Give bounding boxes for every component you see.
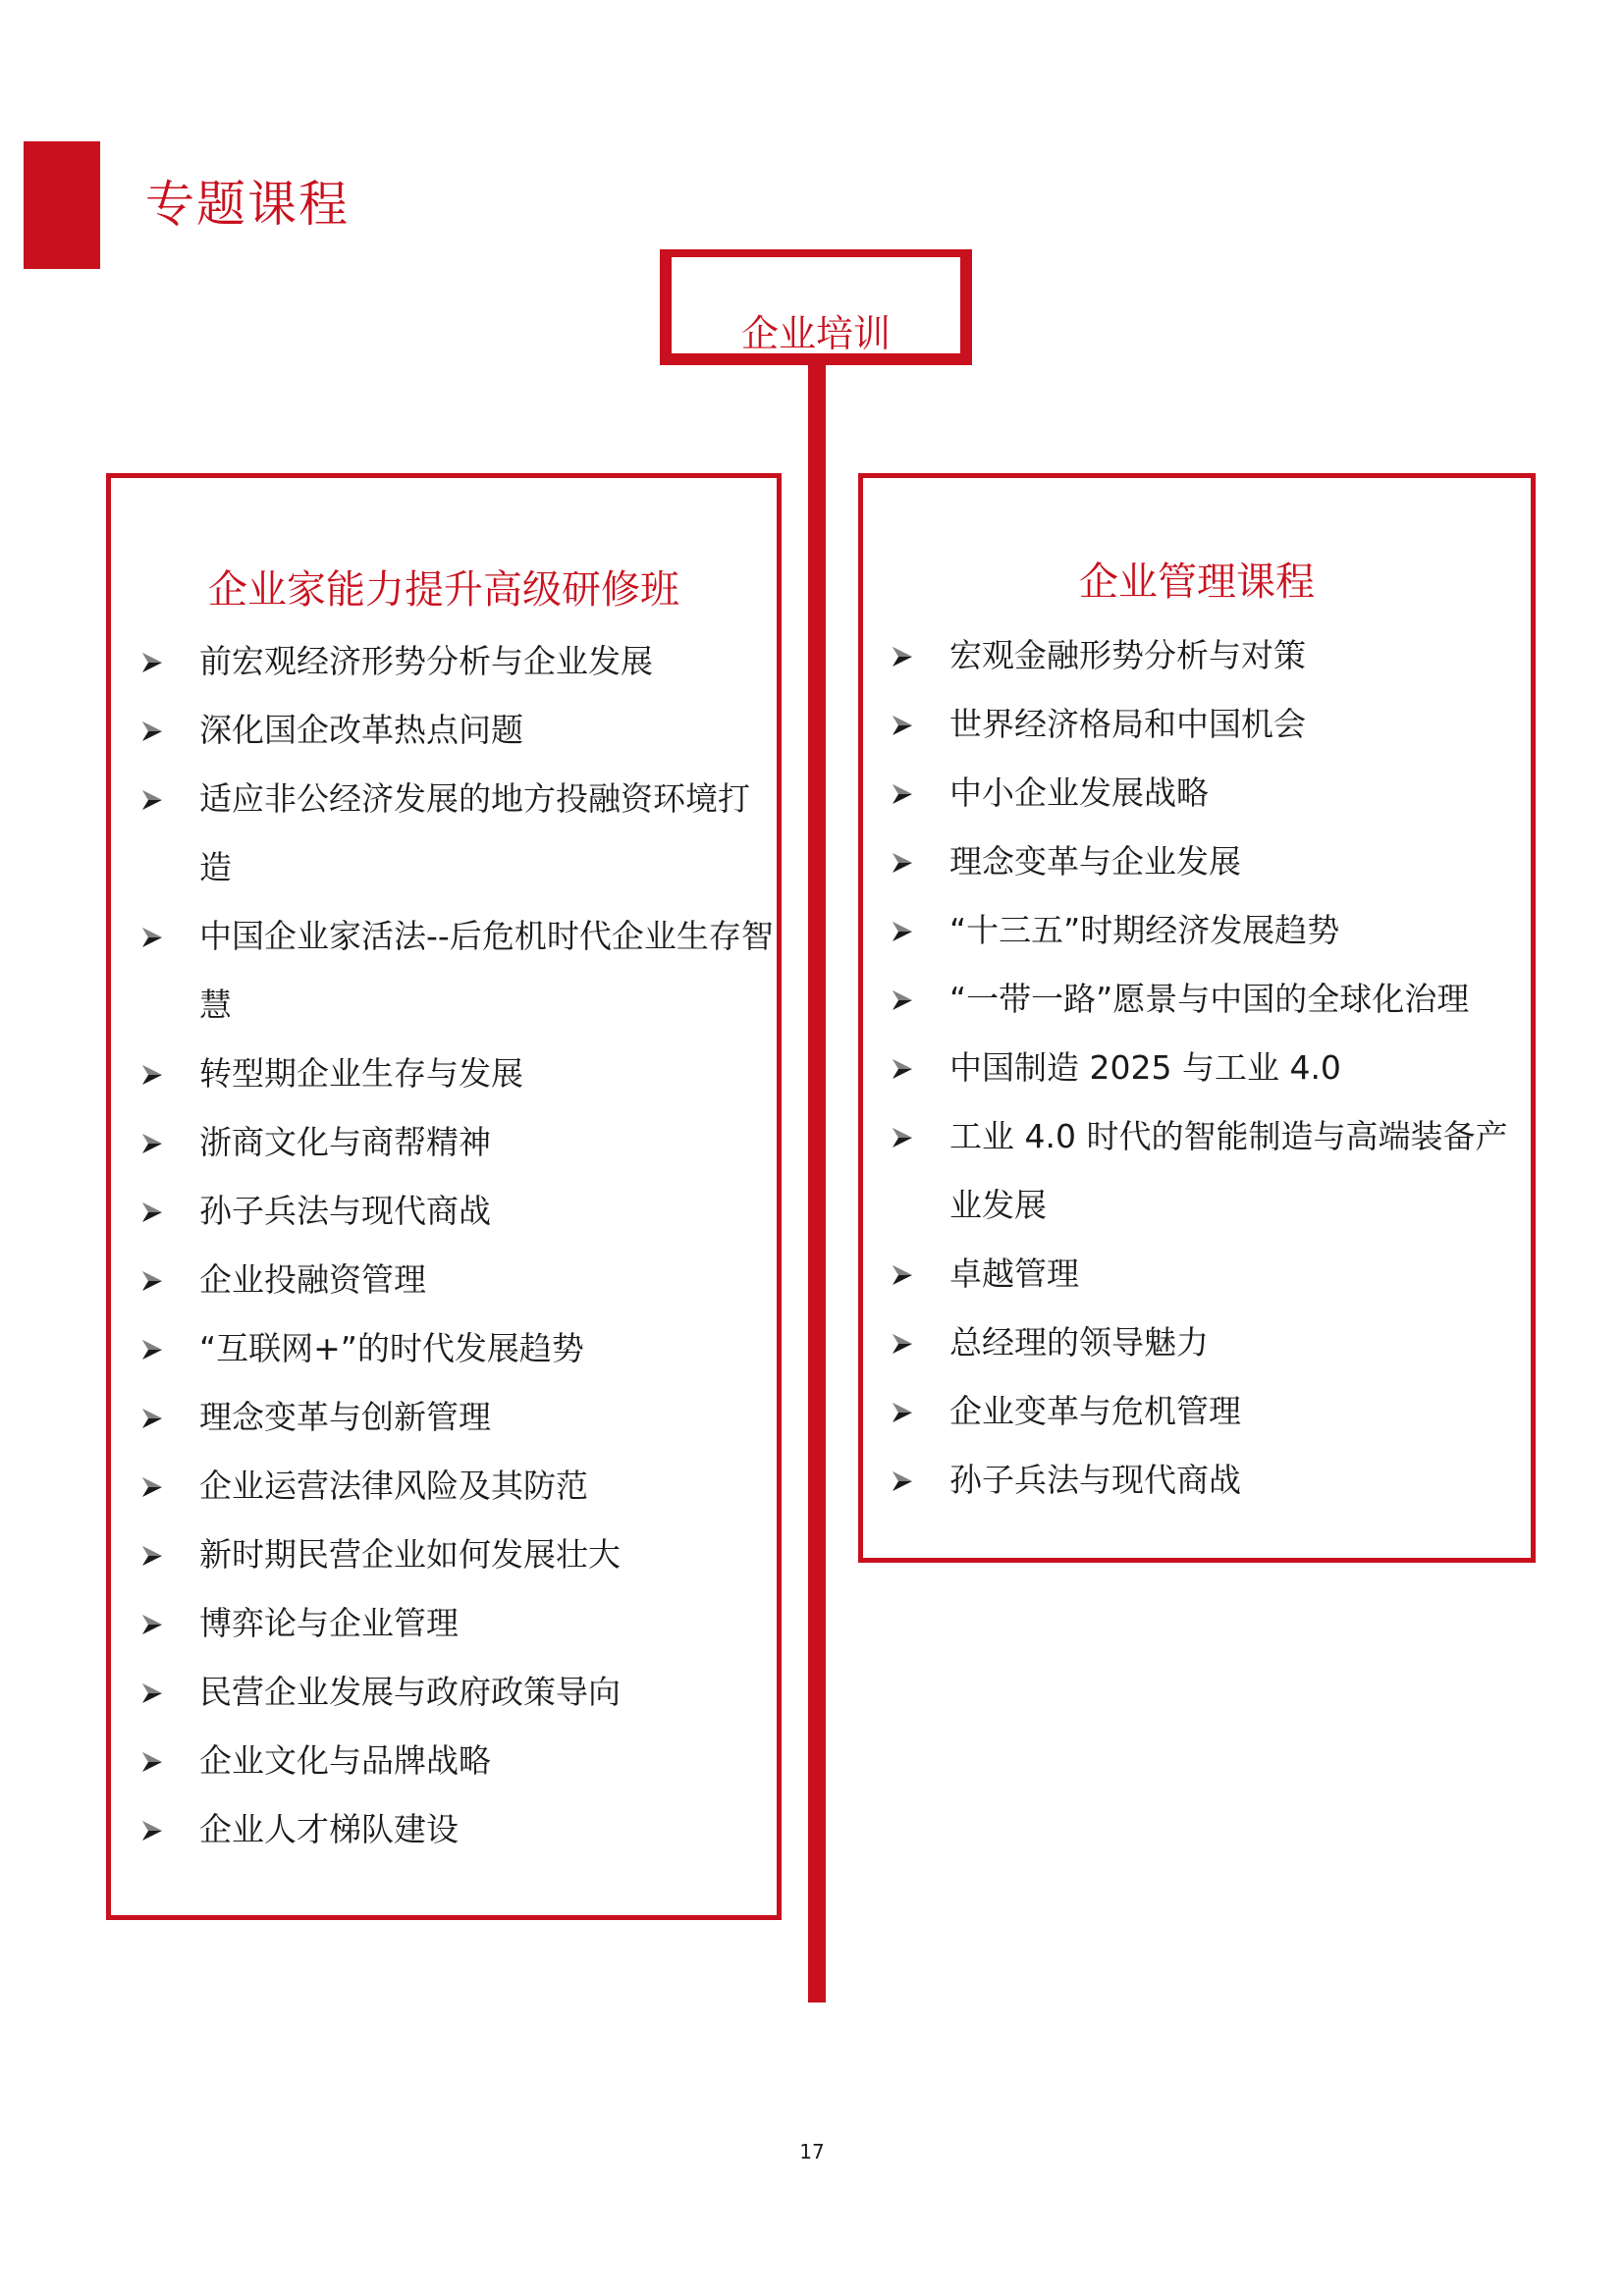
arrowhead-bullet-icon: [140, 1589, 170, 1658]
tree-root-box: [660, 249, 972, 365]
course-list-item: [131, 1795, 779, 1864]
arrowhead-bullet-icon: [140, 1177, 170, 1246]
arrowhead-bullet-icon: [891, 1377, 920, 1446]
course-item-label: 总经理的领导魅力: [949, 1323, 1209, 1362]
course-item-label: 浙商文化与商帮精神: [199, 1123, 491, 1161]
course-item-label: 卓越管理: [949, 1255, 1079, 1293]
arrowhead-bullet-icon: [891, 1308, 920, 1377]
course-item-label: 孙子兵法与现代商战: [199, 1192, 491, 1230]
course-item-label: 工业 4.0 时代的智能制造与高端装备产业发展: [949, 1117, 1508, 1224]
course-item-label: 理念变革与创新管理: [199, 1398, 491, 1436]
left-course-panel: [106, 473, 782, 1920]
arrowhead-bullet-icon: [891, 1240, 920, 1308]
arrowhead-bullet-icon: [140, 1795, 170, 1864]
arrowhead-bullet-icon: [140, 1521, 170, 1589]
arrowhead-bullet-icon: [140, 1452, 170, 1521]
arrowhead-bullet-icon: [140, 765, 170, 833]
course-list-item: [881, 896, 1539, 965]
arrowhead-bullet-icon: [140, 696, 170, 765]
tree-root-label: 企业培训: [740, 312, 891, 355]
left-panel-heading: 企业家能力提升高级研修班: [208, 567, 679, 613]
course-list-item: [131, 902, 779, 1040]
course-list-item: [131, 1589, 779, 1658]
course-list-item: [131, 1521, 779, 1589]
course-list-item: [131, 1727, 779, 1795]
course-list-item: [131, 1177, 779, 1246]
course-item-label: 中国制造 2025 与工业 4.0: [949, 1048, 1341, 1087]
course-list-item: [881, 759, 1539, 828]
course-list-item: [131, 1658, 779, 1727]
arrowhead-bullet-icon: [891, 965, 920, 1034]
course-list-item: [131, 1314, 779, 1383]
section-title: 专题课程: [145, 176, 350, 233]
arrowhead-bullet-icon: [140, 1658, 170, 1727]
section-accent-bar: [24, 141, 100, 269]
course-item-label: 孙子兵法与现代商战: [949, 1461, 1241, 1499]
tree-connector-line: [808, 365, 826, 2002]
arrowhead-bullet-icon: [891, 1102, 920, 1171]
course-list-item: [881, 828, 1539, 896]
course-list-item: [881, 621, 1539, 690]
course-list-item: [881, 1102, 1539, 1240]
course-list-item: [131, 1383, 779, 1452]
arrowhead-bullet-icon: [140, 1383, 170, 1452]
course-list-item: [881, 1308, 1539, 1377]
course-item-label: 博弈论与企业管理: [199, 1604, 459, 1642]
course-item-label: 企业运营法律风险及其防范: [199, 1467, 588, 1505]
course-list-item: [131, 696, 779, 765]
left-course-list: [131, 627, 779, 1864]
course-item-label: “一带一路”愿景与中国的全球化治理: [949, 980, 1470, 1018]
arrowhead-bullet-icon: [891, 896, 920, 965]
course-item-label: 企业变革与危机管理: [949, 1392, 1241, 1430]
course-list-item: [881, 965, 1539, 1034]
course-item-label: 适应非公经济发展的地方投融资环境打造: [199, 779, 750, 886]
course-list-item: [881, 690, 1539, 759]
course-list-item: [131, 1040, 779, 1108]
arrowhead-bullet-icon: [140, 1246, 170, 1314]
arrowhead-bullet-icon: [140, 627, 170, 696]
course-item-label: 转型期企业生存与发展: [199, 1054, 523, 1093]
right-course-panel: [858, 473, 1536, 1563]
course-item-label: 企业投融资管理: [199, 1260, 426, 1299]
course-list-item: [881, 1446, 1539, 1515]
arrowhead-bullet-icon: [140, 1108, 170, 1177]
course-list-item: [881, 1377, 1539, 1446]
arrowhead-bullet-icon: [140, 1314, 170, 1383]
arrowhead-bullet-icon: [891, 1446, 920, 1515]
course-item-label: “十三五”时期经济发展趋势: [949, 911, 1340, 949]
course-list-item: [131, 1246, 779, 1314]
course-item-label: 企业文化与品牌战略: [199, 1741, 491, 1780]
arrowhead-bullet-icon: [891, 759, 920, 828]
right-course-list: [881, 621, 1539, 1515]
course-item-label: 深化国企改革热点问题: [199, 711, 523, 749]
page-number: 17: [799, 2140, 825, 2163]
course-item-label: 民营企业发展与政府政策导向: [199, 1673, 621, 1711]
course-item-label: 企业人才梯队建设: [199, 1810, 459, 1848]
arrowhead-bullet-icon: [140, 1727, 170, 1795]
course-item-label: 宏观金融形势分析与对策: [949, 636, 1306, 674]
course-list-item: [881, 1240, 1539, 1308]
course-item-label: 理念变革与企业发展: [949, 842, 1241, 881]
course-item-label: 中国企业家活法--后危机时代企业生存智慧: [199, 917, 774, 1024]
course-list-item: [131, 1108, 779, 1177]
course-item-label: 世界经济格局和中国机会: [949, 705, 1306, 743]
right-panel-heading: 企业管理课程: [1079, 560, 1315, 605]
course-list-item: [131, 765, 779, 902]
arrowhead-bullet-icon: [891, 1034, 920, 1102]
course-list-item: [881, 1034, 1539, 1102]
course-list-item: [131, 627, 779, 696]
arrowhead-bullet-icon: [891, 828, 920, 896]
arrowhead-bullet-icon: [891, 690, 920, 759]
arrowhead-bullet-icon: [140, 1040, 170, 1108]
arrowhead-bullet-icon: [891, 621, 920, 690]
arrowhead-bullet-icon: [140, 902, 170, 971]
course-item-label: 新时期民营企业如何发展壮大: [199, 1535, 621, 1574]
course-item-label: 前宏观经济形势分析与企业发展: [199, 642, 653, 680]
course-list-item: [131, 1452, 779, 1521]
course-item-label: “互联网+”的时代发展趋势: [199, 1329, 584, 1367]
course-item-label: 中小企业发展战略: [949, 774, 1209, 812]
